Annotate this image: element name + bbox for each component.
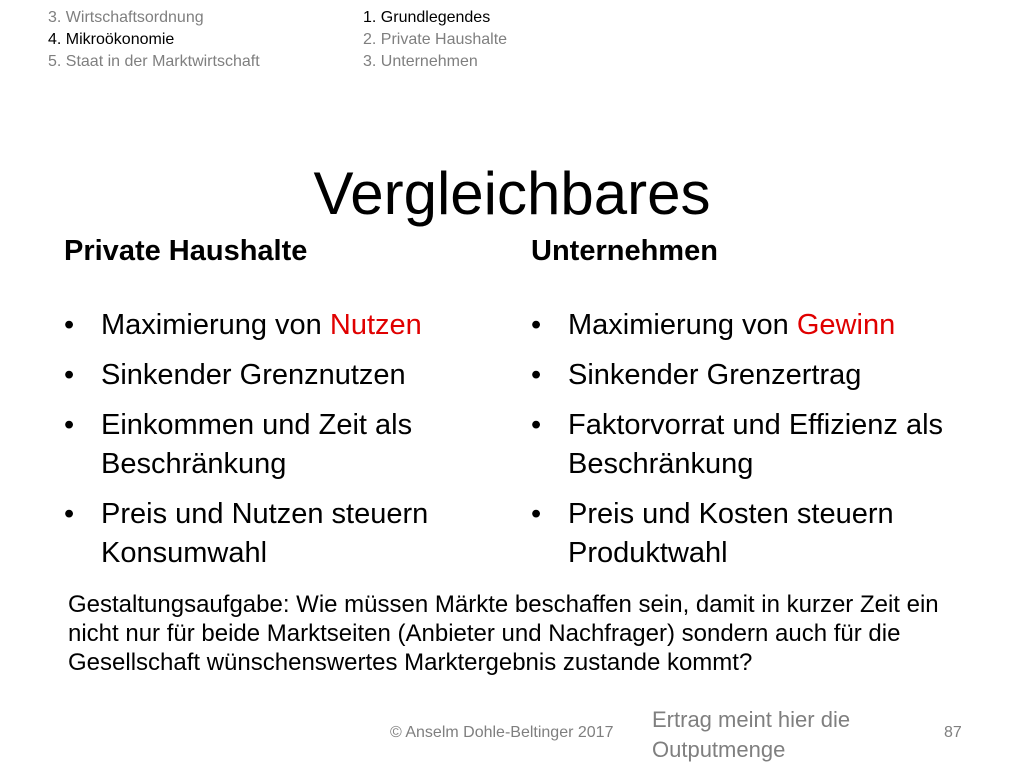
bullet-text: Maximierung von xyxy=(101,309,330,341)
bullet-icon: • xyxy=(64,409,75,441)
nav-chapters xyxy=(48,7,260,73)
bullet-highlight: Nutzen xyxy=(329,309,422,341)
bullet-item xyxy=(531,495,971,573)
bullet-text: Sinkender Grenzertrag xyxy=(568,359,862,391)
column-heading: Unternehmen xyxy=(531,235,718,267)
nav-section-item-active[interactable]: 1. Grundlegendes xyxy=(363,9,491,26)
nav-sections xyxy=(363,7,507,73)
footer-copyright: © Anselm Dohle-Beltinger 2017 xyxy=(390,724,614,741)
column-heading: Private Haushalte xyxy=(64,235,308,267)
nav-chapter-item[interactable]: 3. Wirtschaftsordnung xyxy=(48,9,204,26)
page-number: 87 xyxy=(944,724,962,741)
bullet-item xyxy=(531,356,971,395)
slide-title: Vergleichbares xyxy=(313,160,711,227)
column-companies xyxy=(531,232,971,584)
bullet-item xyxy=(64,356,504,395)
bullet-item xyxy=(531,406,971,484)
bullet-icon: • xyxy=(531,359,542,391)
bullet-item xyxy=(64,495,504,573)
bullet-item xyxy=(531,306,971,345)
bullet-text: Preis und Kosten steuern Produktwahl xyxy=(568,498,894,569)
bullet-text: Preis und Nutzen steuern Konsumwahl xyxy=(101,498,429,569)
footer-side-note: Ertrag meint hier die Outputmenge xyxy=(652,707,851,762)
bullet-highlight: Gewinn xyxy=(796,309,896,341)
bullet-list xyxy=(64,306,504,573)
bullet-icon: • xyxy=(531,498,542,530)
bullet-icon: • xyxy=(531,309,542,341)
bullet-icon: • xyxy=(64,498,75,530)
column-private-households xyxy=(64,232,504,584)
nav-chapter-item-active[interactable]: 4. Mikroökonomie xyxy=(48,31,175,48)
bullet-text: Einkommen und Zeit als Beschränkung xyxy=(101,409,413,480)
nav-section-item[interactable]: 2. Private Haushalte xyxy=(363,31,508,48)
nav-section-item[interactable]: 3. Unternehmen xyxy=(363,53,478,70)
bullet-list xyxy=(531,306,971,573)
design-task-note: Gestaltungsaufgabe: Wie müssen Märkte beschaffen sein, damit in kurzer Zeit ein nicht nur für beide Marktseiten (Anbieter und Nachfrager) sondern auch für die Gesellschaft wünschenswertes Marktergebnis zustande kommt? xyxy=(68,591,939,676)
bullet-icon: • xyxy=(531,409,542,441)
bullet-text: Maximierung von xyxy=(568,309,797,341)
bullet-item xyxy=(64,306,504,345)
bullet-text: Faktorvorrat und Effizienz als Beschränkung xyxy=(568,409,944,480)
bullet-item xyxy=(64,406,504,484)
bullet-icon: • xyxy=(64,309,75,341)
bullet-text: Sinkender Grenznutzen xyxy=(101,359,406,391)
nav-chapter-item[interactable]: 5. Staat in der Marktwirtschaft xyxy=(48,53,260,70)
bullet-icon: • xyxy=(64,359,75,391)
